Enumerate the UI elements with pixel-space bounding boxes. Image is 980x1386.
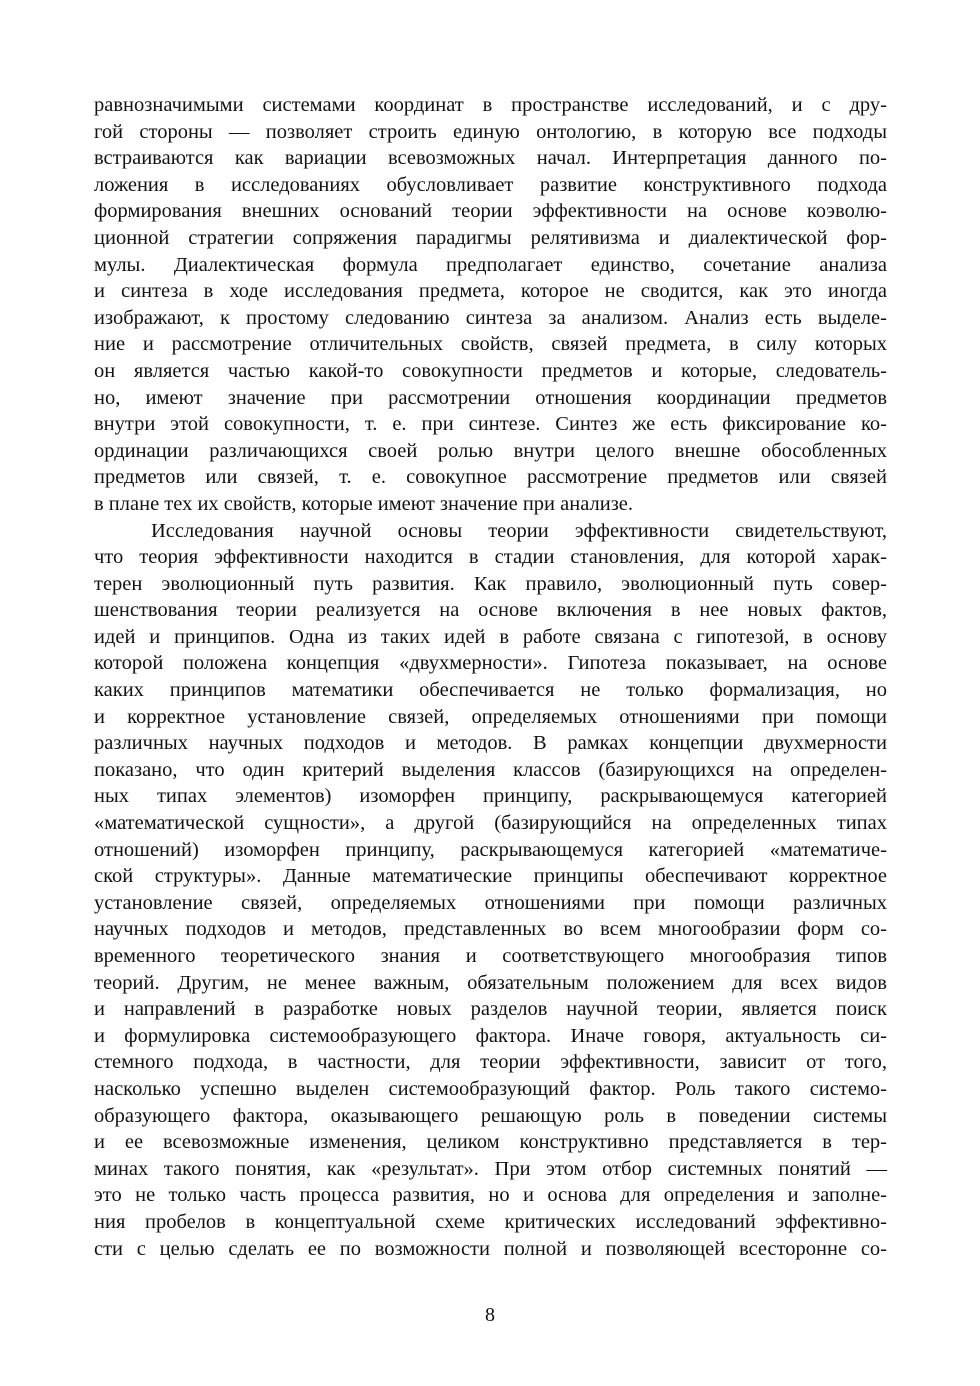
text-line: ординации различающихся своей ролью внутри целого внешне обособленных xyxy=(94,439,887,462)
text-line: что теория эффективности находится в стадии становления, для которой харак- xyxy=(94,546,887,569)
text-line: насколько успешно выделен системообразующий фактор. Роль такого системо- xyxy=(94,1077,887,1100)
page-number: 8 xyxy=(485,1304,495,1326)
text-line: формирования внешних оснований теории эффективности на основе коэволю- xyxy=(94,200,887,223)
paragraph xyxy=(94,518,887,1263)
text-line: равнозначимыми системами координат в пространстве исследований, и с дру- xyxy=(94,94,887,116)
text-line: встраиваются как вариации всевозможных начал. Интерпретация данного по- xyxy=(94,147,887,170)
text-line: и синтеза в ходе исследования предмета, которое не сводится, как это иногда xyxy=(94,280,887,303)
text-line: ние и рассмотрение отличительных свойств, связей предмета, в силу которых xyxy=(94,333,887,356)
text-line: внутри этой совокупности, т. е. при синтезе. Синтез же есть фиксирование ко- xyxy=(94,413,887,436)
text-line: отношений) изоморфен принципу, раскрывающемуся категорией «математиче- xyxy=(94,838,887,861)
text-line: ния пробелов в концептуальной схеме критических исследований эффективно- xyxy=(94,1210,887,1233)
text-line: терен эволюционный путь развития. Как правило, эволюционный путь совер- xyxy=(94,572,887,595)
text-line: ложения в исследованиях обусловливает развитие конструктивного подхода xyxy=(94,173,887,196)
text-line: ционной стратегии сопряжения парадигмы релятивизма и диалектической фор- xyxy=(94,226,887,249)
text-line: различных научных подходов и методов. В рамках концепции двухмерности xyxy=(94,732,887,755)
text-line: ской структуры». Данные математические принципы обеспечивают корректное xyxy=(94,865,887,888)
text-line: временного теоретического знания и соответствующего многообразия типов xyxy=(94,945,887,967)
text-line: которой положена концепция «двухмерности». Гипотеза показывает, на основе xyxy=(94,652,887,675)
text-line: он является частью какой-то совокупности предметов и которые, следователь- xyxy=(94,359,887,382)
text-line: показано, что один критерий выделения классов (базирующихся на определен- xyxy=(94,758,887,781)
body-text xyxy=(94,92,887,1262)
text-line: предметов или связей, т. е. совокупное рассмотрение предметов или связей xyxy=(94,466,887,489)
text-line: Исследования научной основы теории эффективности свидетельствуют, xyxy=(151,519,887,542)
paragraph xyxy=(94,92,887,518)
text-line: гой стороны — позволяет строить единую онтологию, в которую все подходы xyxy=(94,120,887,143)
text-line: это не только часть процесса развития, но и основа для определения и заполне- xyxy=(94,1184,887,1207)
text-line: научных подходов и методов, представленных во всем многообразии форм со- xyxy=(94,918,887,941)
text-line: теорий. Другим, не менее важным, обязательным положением для всех видов xyxy=(94,971,887,994)
text-line: и корректное установление связей, определяемых отношениями при помощи xyxy=(94,705,887,728)
text-line: минах такого понятия, как «результат». При этом отбор системных понятий — xyxy=(94,1157,887,1180)
text-line: и направлений в разработке новых разделов научной теории, является поиск xyxy=(94,998,887,1021)
text-line: установление связей, определяемых отношениями при помощи различных xyxy=(94,891,887,914)
text-line: сти с целью сделать ее по возможности полной и позволяющей всесторонне со- xyxy=(94,1237,887,1260)
text-line: идей и принципов. Одна из таких идей в работе связана с гипотезой, в основу xyxy=(94,625,887,648)
text-line: в плане тех их свойств, которые имеют значение при анализе. xyxy=(94,492,634,515)
text-line: ных типах элементов) изоморфен принципу, раскрывающемуся категорией xyxy=(94,785,887,808)
text-line: образующего фактора, оказывающего решающую роль в поведении системы xyxy=(94,1104,887,1127)
text-line: и ее всевозможные изменения, целиком конструктивно представляется в тер- xyxy=(94,1131,887,1154)
text-line: изображают, к простому следованию синтеза за анализом. Анализ есть выделе- xyxy=(94,306,887,329)
text-line: но, имеют значение при рассмотрении отношения координации предметов xyxy=(94,386,887,409)
text-line: мулы. Диалектическая формула предполагает единство, сочетание анализа xyxy=(94,253,887,276)
text-line: стемного подхода, в частности, для теории эффективности, зависит от того, xyxy=(94,1051,887,1074)
text-line: и формулировка системообразующего фактора. Иначе говоря, актуальность си- xyxy=(94,1024,887,1047)
text-line: шенствования теории реализуется на основе включения в нее новых фактов, xyxy=(94,599,887,622)
text-line: «математической сущности», а другой (базирующийся на определенных типах xyxy=(94,812,887,835)
text-line: каких принципов математики обеспечивается не только формализация, но xyxy=(94,679,887,702)
